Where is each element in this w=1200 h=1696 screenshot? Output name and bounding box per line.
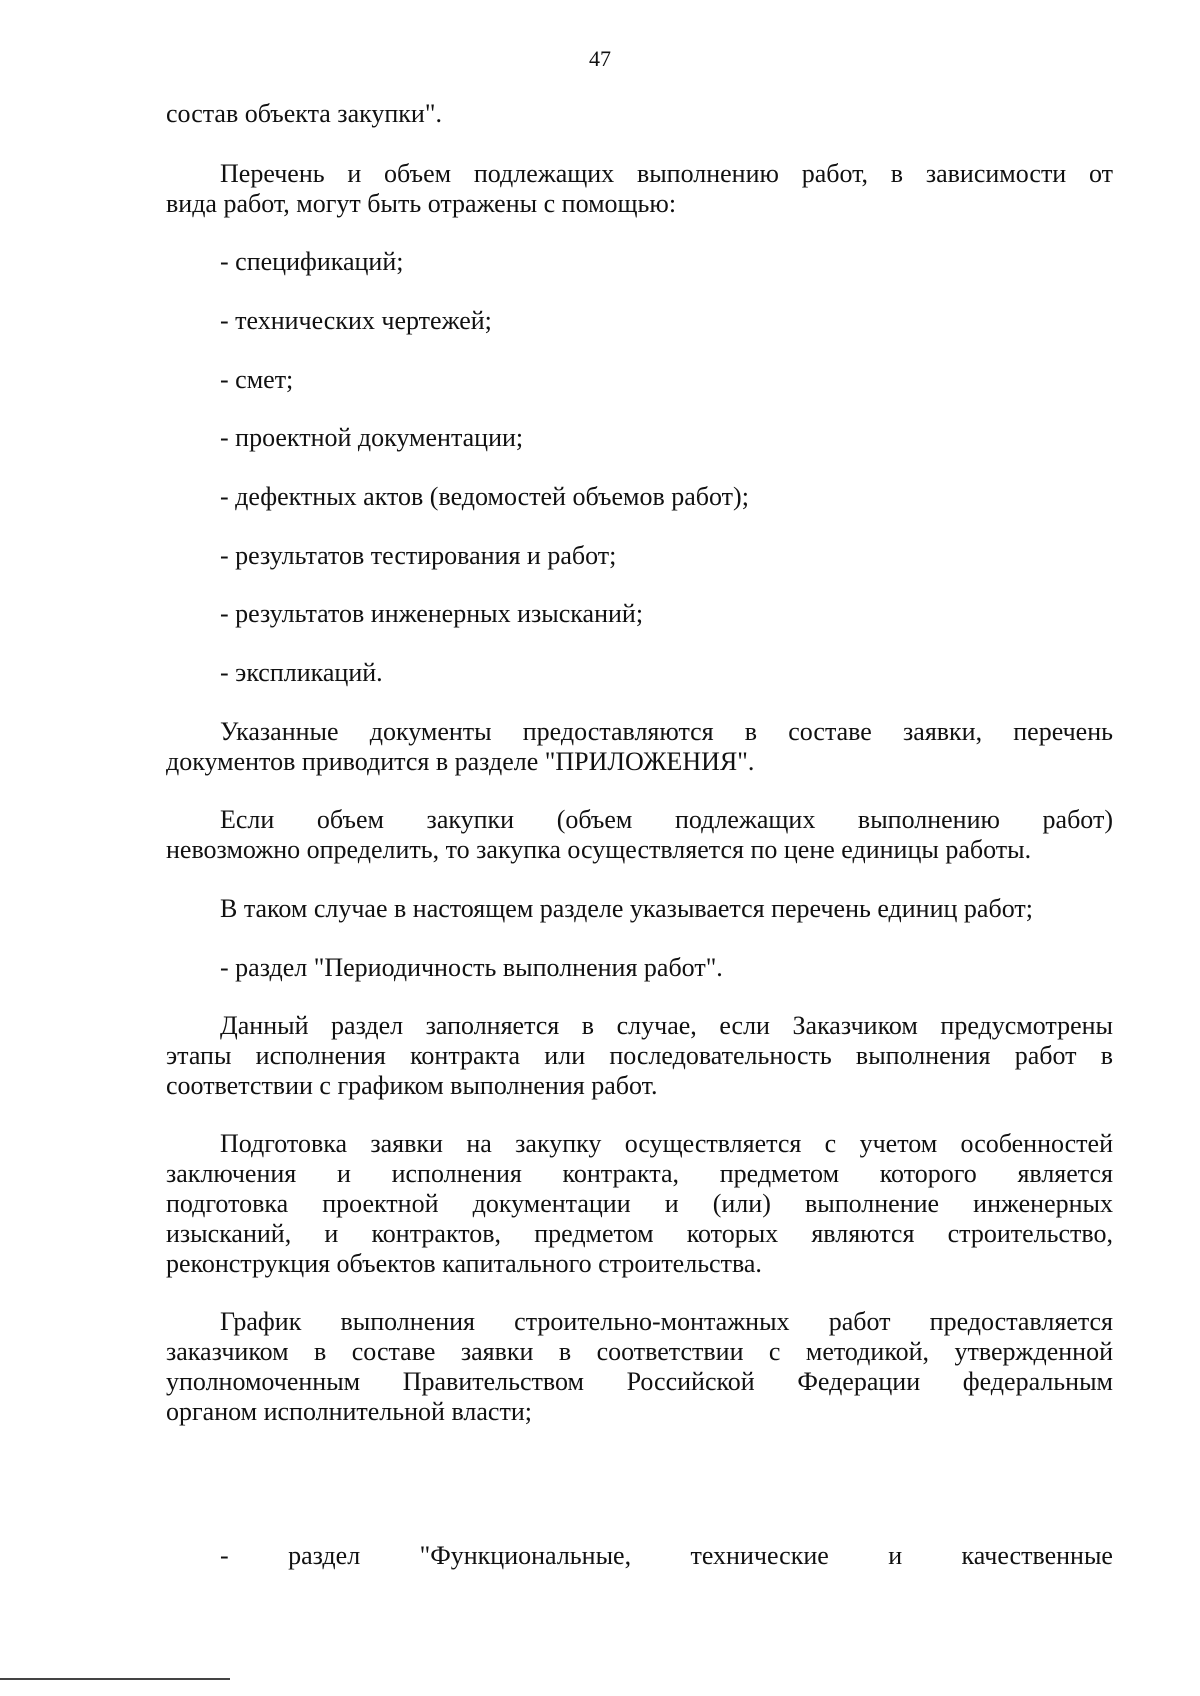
paragraph-first-line: Указанные документы предоставляются в составе заявки, перечень xyxy=(220,717,1113,746)
footnote-divider xyxy=(0,1678,230,1680)
page-number: 47 xyxy=(589,46,611,71)
list-item: - раздел "Периодичность выполнения работ". xyxy=(220,953,723,982)
list-item: - проектной документации; xyxy=(220,423,524,452)
text-line: заключения и исполнения контракта, предметом которого является xyxy=(166,1159,1113,1188)
paragraph-first-line: Подготовка заявки на закупку осуществляется с учетом особенностей xyxy=(220,1129,1113,1158)
text-line: В таком случае в настоящем разделе указывается перечень единиц работ; xyxy=(220,894,1033,923)
text-line: органом исполнительной власти; xyxy=(166,1397,532,1426)
text-line: подготовка проектной документации и (или) выполнение инженерных xyxy=(166,1189,1113,1218)
text-line: этапы исполнения контракта или последовательность выполнения работ в xyxy=(166,1041,1113,1070)
text-line: документов приводится в разделе "ПРИЛОЖЕНИЯ". xyxy=(166,747,755,776)
paragraph-first-line: График выполнения строительно-монтажных работ предоставляется xyxy=(220,1307,1113,1336)
word: качественные xyxy=(961,1541,1113,1570)
word: технические xyxy=(690,1541,829,1570)
text-line: вида работ, могут быть отражены с помощью: xyxy=(166,189,677,218)
text-line: соответствии с графиком выполнения работ. xyxy=(166,1071,658,1100)
list-dash: - xyxy=(220,1541,229,1570)
text-line: изысканий, и контрактов, предметом которых являются строительство, xyxy=(166,1219,1113,1248)
word: и xyxy=(888,1541,903,1570)
word: раздел xyxy=(288,1541,361,1570)
paragraph-first-line: Перечень и объем подлежащих выполнению работ, в зависимости от xyxy=(220,159,1113,188)
word: "Функциональные, xyxy=(419,1541,632,1570)
list-item: - дефектных актов (ведомостей объемов работ); xyxy=(220,482,749,511)
list-item: - смет; xyxy=(220,365,294,394)
text-line: уполномоченным Правительством Российской Федерации федеральным xyxy=(166,1367,1113,1396)
text-line: невозможно определить, то закупка осуществляется по цене единицы работы. xyxy=(166,835,1032,864)
list-item-partial xyxy=(220,1540,1113,1572)
list-item: - результатов тестирования и работ; xyxy=(220,541,617,570)
paragraph-first-line: Если объем закупки (объем подлежащих выполнению работ) xyxy=(220,805,1113,834)
paragraph-first-line: Данный раздел заполняется в случае, если Заказчиком предусмотрены xyxy=(220,1011,1113,1040)
list-item: - результатов инженерных изысканий; xyxy=(220,599,644,628)
list-item: - спецификаций; xyxy=(220,247,404,276)
text-line: заказчиком в составе заявки в соответствии с методикой, утвержденной xyxy=(166,1337,1113,1366)
text-line: состав объекта закупки". xyxy=(166,99,442,128)
text-line: реконструкция объектов капитального строительства. xyxy=(166,1249,762,1278)
list-item: - технических чертежей; xyxy=(220,306,492,335)
list-item: - экспликаций. xyxy=(220,658,383,687)
